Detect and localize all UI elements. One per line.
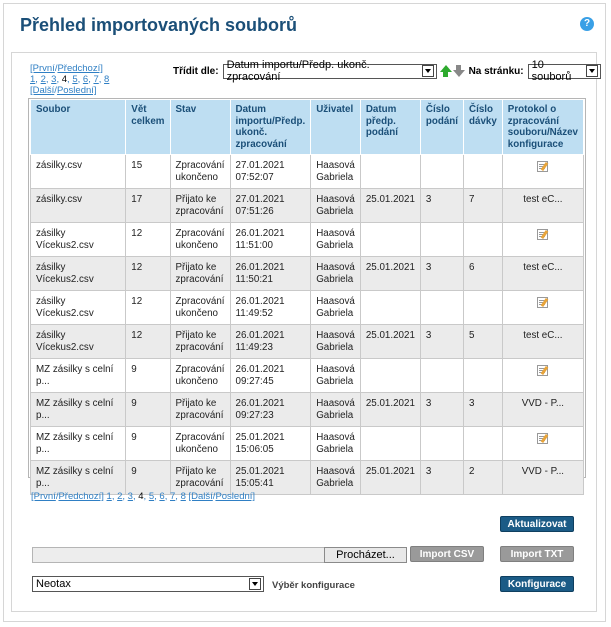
cell-count: 9 bbox=[126, 461, 170, 495]
cell-date: 26.01.2021 11:51:00 bbox=[230, 223, 311, 257]
pager-page-link[interactable]: 5 bbox=[72, 74, 78, 85]
pager-comma: , bbox=[67, 74, 73, 85]
pager-next-link[interactable]: [Další bbox=[30, 85, 55, 96]
protocol-edit-icon[interactable] bbox=[537, 365, 548, 376]
cell-batch bbox=[464, 223, 503, 257]
cell-user: Haasová Gabriela bbox=[311, 223, 361, 257]
cell-submission bbox=[420, 359, 463, 393]
pager-separator: / bbox=[54, 85, 57, 96]
cell-protocol bbox=[502, 427, 583, 461]
cell-date: 25.01.2021 15:06:05 bbox=[230, 427, 311, 461]
cell-submit-date bbox=[360, 291, 420, 325]
cell-submit-date: 25.01.2021 bbox=[360, 461, 420, 495]
pager-last-link[interactable]: Poslední] bbox=[215, 491, 256, 502]
imports-table bbox=[30, 99, 584, 495]
pager-last-link[interactable]: Poslední] bbox=[56, 85, 97, 96]
cell-date: 26.01.2021 09:27:45 bbox=[230, 359, 311, 393]
cell-submission: 3 bbox=[420, 189, 463, 223]
cell-submission bbox=[420, 291, 463, 325]
cell-file: zásilky Vícekus2.csv bbox=[31, 223, 126, 257]
cell-date: 25.01.2021 15:05:41 bbox=[230, 461, 311, 495]
cell-submit-date bbox=[360, 359, 420, 393]
cell-user: Haasová Gabriela bbox=[311, 325, 361, 359]
cell-submission bbox=[420, 427, 463, 461]
cell-user: Haasová Gabriela bbox=[311, 291, 361, 325]
chevron-down-icon bbox=[422, 65, 434, 77]
cell-date: 26.01.2021 11:49:23 bbox=[230, 325, 311, 359]
chevron-down-icon bbox=[586, 65, 597, 77]
pager-page-list bbox=[107, 491, 186, 502]
table-header-row bbox=[31, 100, 584, 155]
cell-count: 9 bbox=[126, 393, 170, 427]
cell-submission: 3 bbox=[420, 461, 463, 495]
cell-batch: 6 bbox=[464, 257, 503, 291]
cell-submission: 3 bbox=[420, 257, 463, 291]
protocol-edit-icon[interactable] bbox=[537, 433, 548, 444]
pager-page-link[interactable]: 2 bbox=[40, 74, 46, 85]
pager-page-list bbox=[30, 74, 109, 85]
sort-ascending-icon[interactable] bbox=[440, 65, 452, 77]
cell-submission bbox=[420, 155, 463, 189]
page-title: Přehled importovaných souborů bbox=[20, 15, 298, 35]
column-header-submission[interactable]: Číslo podání bbox=[420, 100, 463, 155]
column-header-count[interactable]: Vět celkem bbox=[126, 100, 170, 155]
cell-submission: 3 bbox=[420, 393, 463, 427]
pager-first-link[interactable]: [První bbox=[30, 63, 55, 74]
pager-page-link[interactable]: 8 bbox=[104, 74, 110, 85]
cell-date: 26.01.2021 11:49:52 bbox=[230, 291, 311, 325]
pager-bottom bbox=[31, 491, 255, 502]
chevron-down-icon bbox=[249, 578, 261, 590]
table-row[interactable] bbox=[31, 257, 584, 291]
table-row[interactable] bbox=[31, 393, 584, 427]
cell-status: Přijato ke zpracování bbox=[170, 393, 230, 427]
cell-date: 26.01.2021 11:50:21 bbox=[230, 257, 311, 291]
cell-status: Přijato ke zpracování bbox=[170, 461, 230, 495]
cell-protocol bbox=[502, 291, 583, 325]
cell-user: Haasová Gabriela bbox=[311, 155, 361, 189]
cell-submit-date: 25.01.2021 bbox=[360, 393, 420, 427]
cell-file: MZ zásilky s celní p... bbox=[31, 393, 126, 427]
cell-count: 12 bbox=[126, 291, 170, 325]
cell-user: Haasová Gabriela bbox=[311, 257, 361, 291]
cell-count: 12 bbox=[126, 325, 170, 359]
pager-prev-link[interactable]: Předchozí] bbox=[57, 63, 103, 74]
cell-batch bbox=[464, 427, 503, 461]
configuration-select-value: Neotax bbox=[36, 578, 71, 590]
cell-status: Zpracování ukončeno bbox=[170, 427, 230, 461]
cell-status: Přijato ke zpracování bbox=[170, 325, 230, 359]
cell-protocol bbox=[502, 359, 583, 393]
cell-batch bbox=[464, 359, 503, 393]
cell-count: 15 bbox=[126, 155, 170, 189]
cell-count: 9 bbox=[126, 427, 170, 461]
pager-page-link[interactable]: 3 bbox=[127, 491, 133, 502]
cell-user: Haasová Gabriela bbox=[311, 359, 361, 393]
cell-protocol: VVD - P... bbox=[502, 393, 583, 427]
cell-batch: 2 bbox=[464, 461, 503, 495]
cell-submit-date bbox=[360, 155, 420, 189]
pager-page-link[interactable]: 2 bbox=[117, 491, 123, 502]
cell-submit-date: 25.01.2021 bbox=[360, 325, 420, 359]
pager-comma: , bbox=[98, 74, 105, 85]
sort-descending-icon[interactable] bbox=[453, 65, 465, 77]
sort-label: Třídit dle: bbox=[173, 65, 219, 77]
cell-file: MZ zásilky s celní p... bbox=[31, 427, 126, 461]
cell-file: zásilky.csv bbox=[31, 155, 126, 189]
cell-protocol: test eC... bbox=[502, 189, 583, 223]
pager-next-link[interactable]: [Další bbox=[188, 491, 213, 502]
pager-page-link[interactable]: 3 bbox=[51, 74, 57, 85]
pager-comma: , bbox=[77, 74, 83, 85]
arrow-up-icon bbox=[440, 65, 452, 72]
cell-date: 27.01.2021 07:52:07 bbox=[230, 155, 311, 189]
cell-status: Zpracování ukončeno bbox=[170, 155, 230, 189]
configuration-button[interactable]: Konfigurace bbox=[500, 576, 574, 592]
pager-page-link[interactable]: 1 bbox=[30, 74, 36, 85]
refresh-button[interactable]: Aktualizovat bbox=[500, 516, 574, 532]
column-header-submit-date[interactable]: Datum předp. podání bbox=[360, 100, 420, 155]
cell-protocol: test eC... bbox=[502, 257, 583, 291]
cell-status: Zpracování ukončeno bbox=[170, 291, 230, 325]
pager-page-link[interactable]: 5 bbox=[148, 491, 155, 502]
pager-comma: , bbox=[88, 74, 94, 85]
per-page-label: Na stránku: bbox=[468, 65, 524, 77]
cell-file: MZ zásilky s celní p... bbox=[31, 359, 126, 393]
cell-count: 9 bbox=[126, 359, 170, 393]
cell-submit-date: 25.01.2021 bbox=[360, 189, 420, 223]
pager-page-link[interactable]: 8 bbox=[180, 491, 186, 502]
cell-submit-date: 25.01.2021 bbox=[360, 257, 420, 291]
browse-button[interactable]: Procházet... bbox=[324, 547, 407, 563]
cell-file: zásilky.csv bbox=[31, 189, 126, 223]
table-row[interactable] bbox=[31, 461, 584, 495]
cell-file: MZ zásilky s celní p... bbox=[31, 461, 126, 495]
table-row[interactable] bbox=[31, 427, 584, 461]
pager-page-link[interactable]: 6 bbox=[159, 491, 165, 502]
per-page-select[interactable] bbox=[528, 59, 601, 83]
table-row[interactable] bbox=[31, 359, 584, 393]
pager-comma: , bbox=[111, 491, 118, 502]
configuration-label: Výběr konfigurace bbox=[272, 580, 355, 591]
pager-comma: , bbox=[35, 74, 41, 85]
column-header-status[interactable]: Stav bbox=[170, 100, 230, 155]
cell-file: zásilky Vícekus2.csv bbox=[31, 325, 126, 359]
column-header-date[interactable]: Datum importu/Předp. ukonč. zpracování bbox=[230, 100, 311, 155]
help-icon[interactable]: ? bbox=[580, 17, 594, 31]
cell-protocol bbox=[502, 155, 583, 189]
protocol-edit-icon[interactable] bbox=[537, 229, 548, 240]
cell-user: Haasová Gabriela bbox=[311, 393, 361, 427]
pager-comma: , bbox=[45, 74, 52, 85]
cell-batch bbox=[464, 155, 503, 189]
sort-select[interactable] bbox=[223, 59, 437, 83]
cell-batch bbox=[464, 291, 503, 325]
cell-status: Zpracování ukončeno bbox=[170, 223, 230, 257]
sort-select-value: Datum importu/Předp. ukonč. zpracování bbox=[226, 59, 370, 83]
pager-comma: , bbox=[143, 491, 149, 502]
pager-comma: , bbox=[132, 491, 139, 502]
cell-batch: 3 bbox=[464, 393, 503, 427]
import-txt-button[interactable]: Import TXT bbox=[500, 546, 574, 562]
table-row[interactable] bbox=[31, 189, 584, 223]
pager-page-link: 4 bbox=[61, 74, 68, 85]
configuration-select[interactable] bbox=[32, 576, 264, 592]
pager-comma: , bbox=[154, 491, 160, 502]
cell-submission: 3 bbox=[420, 325, 463, 359]
sort-controls bbox=[173, 59, 601, 83]
cell-status: Přijato ke zpracování bbox=[170, 189, 230, 223]
pager-comma: , bbox=[175, 491, 181, 502]
column-header-file[interactable]: Soubor bbox=[31, 100, 126, 155]
table-row[interactable] bbox=[31, 325, 584, 359]
table-row[interactable] bbox=[31, 223, 584, 257]
pager-top bbox=[30, 63, 109, 96]
cell-file: zásilky Vícekus2.csv bbox=[31, 291, 126, 325]
pager-page-link[interactable]: 7 bbox=[169, 491, 176, 502]
pager-prev-link[interactable]: Předchozí] bbox=[58, 491, 104, 502]
cell-user: Haasová Gabriela bbox=[311, 461, 361, 495]
import-csv-button[interactable]: Import CSV bbox=[410, 546, 484, 562]
cell-submit-date bbox=[360, 223, 420, 257]
cell-submission bbox=[420, 223, 463, 257]
column-header-protocol[interactable]: Protokol o zpracování souboru/Název konfigurace bbox=[502, 100, 583, 155]
column-header-batch[interactable]: Číslo dávky bbox=[464, 100, 503, 155]
protocol-edit-icon[interactable] bbox=[537, 161, 548, 172]
cell-count: 12 bbox=[126, 257, 170, 291]
pager-separator: / bbox=[212, 491, 216, 502]
cell-user: Haasová Gabriela bbox=[311, 189, 361, 223]
pager-comma: , bbox=[164, 491, 170, 502]
cell-count: 17 bbox=[126, 189, 170, 223]
cell-batch: 5 bbox=[464, 325, 503, 359]
cell-submit-date bbox=[360, 427, 420, 461]
pager-page-link[interactable]: 7 bbox=[93, 74, 99, 85]
pager-comma: , bbox=[122, 491, 128, 502]
cell-count: 12 bbox=[126, 223, 170, 257]
table-body bbox=[31, 155, 584, 495]
per-page-select-value: 10 souborů bbox=[531, 59, 572, 83]
pager-separator: / bbox=[54, 63, 58, 74]
pager-page-link[interactable]: 6 bbox=[82, 74, 89, 85]
cell-protocol: VVD - P... bbox=[502, 461, 583, 495]
arrow-down-icon bbox=[453, 70, 465, 77]
arrow-up-stem bbox=[443, 72, 448, 77]
pager-separator: / bbox=[55, 491, 59, 502]
cell-status: Zpracování ukončeno bbox=[170, 359, 230, 393]
cell-batch: 7 bbox=[464, 189, 503, 223]
column-header-user[interactable]: Uživatel bbox=[311, 100, 361, 155]
cell-user: Haasová Gabriela bbox=[311, 427, 361, 461]
table-row[interactable] bbox=[31, 291, 584, 325]
cell-status: Přijato ke zpracování bbox=[170, 257, 230, 291]
cell-protocol: test eC... bbox=[502, 325, 583, 359]
pager-first-link[interactable]: [První bbox=[31, 491, 56, 502]
protocol-edit-icon[interactable] bbox=[537, 297, 548, 308]
cell-date: 26.01.2021 09:27:23 bbox=[230, 393, 311, 427]
table-row[interactable] bbox=[31, 155, 584, 189]
pager-page-link[interactable]: 1 bbox=[106, 491, 112, 502]
cell-file: zásilky Vícekus2.csv bbox=[31, 257, 126, 291]
cell-protocol bbox=[502, 223, 583, 257]
pager-comma: , bbox=[56, 74, 62, 85]
pager-page-link: 4 bbox=[138, 491, 144, 502]
cell-date: 27.01.2021 07:51:26 bbox=[230, 189, 311, 223]
